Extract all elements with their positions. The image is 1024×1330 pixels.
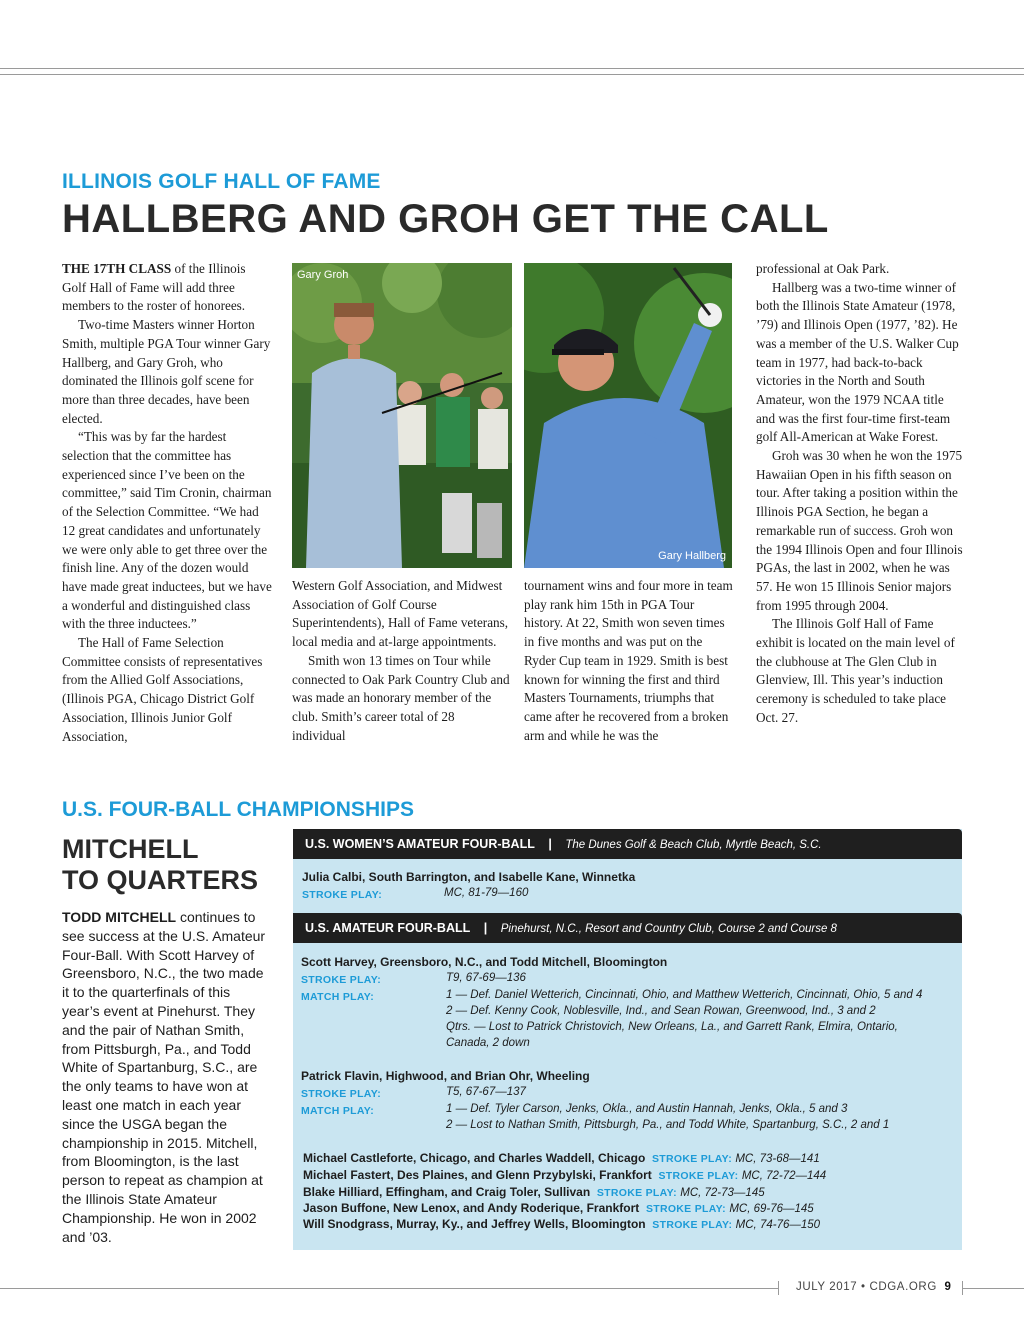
page-number: 9 [944, 1281, 952, 1293]
team-name: Patrick Flavin, Highwood, and Brian Ohr, Wheeling [301, 1069, 590, 1083]
team-name: Scott Harvey, Greensboro, N.C., and Todd Mitchell, Bloomington [301, 955, 668, 969]
article-headline: HALLBERG AND GROH GET THE CALL [62, 197, 829, 241]
result-value: T5, 67-67—137 [446, 1086, 526, 1098]
paragraph: “This was by far the hardest selection that the committee has experienced since I’ve been on the committee,” said Tim Cronin, chairman of the Selection Committee. “We had 12 great candidates and unfortunately we were only able to get three over the finish line. Any of the dozen would have made great inductees, but we have a wonderful and distinguished class with the three inductees.” [62, 429, 272, 632]
match-line: 1 — Def. Daniel Wetterich, Cincinnati, Ohio, and Matthew Wetterich, Cincinnati, Ohio, 5 and 4 [446, 989, 923, 1001]
sidebar-lead: TODD MITCHELL [62, 909, 177, 925]
top-rule-1 [0, 68, 1024, 69]
paragraph: professional at Oak Park. [756, 261, 890, 276]
paragraph: Groh was 30 when he won the 1975 Hawaiian Open in his fifth season on tour. After taking a position within the Illinois PGA Section, he began a remarkable run of success. Groh won the 1994 Illinois Open and four Illinois PGAs, the last in 2002, when he was 57. He won 15 Illinois Senior majors from 1995 through 2004. [756, 448, 963, 613]
result-label: MATCH PLAY: [301, 991, 375, 1003]
photo-caption-hallberg: Gary Hallberg [658, 550, 726, 562]
other-team-row: Michael Castleforte, Chicago, and Charles Waddell, Chicago STROKE PLAY: MC, 73-68—141 [303, 1151, 820, 1165]
separator: | [483, 921, 488, 935]
sidebar-headline [62, 834, 282, 896]
other-team-row: Michael Fastert, Des Plaines, and Glenn Przybylski, Frankfort STROKE PLAY: MC, 72-72—144 [303, 1168, 827, 1182]
footer-text: JULY 2017 • CDGA.ORG [796, 1281, 937, 1293]
match-line: 2 — Lost to Nathan Smith, Pittsburgh, Pa., and Todd White, Spartanburg, S.C., 2 and 1 [446, 1119, 890, 1131]
results-box [293, 829, 962, 1250]
section-kicker-fourball: U.S. FOUR-BALL CHAMPIONSHIPS [62, 798, 414, 821]
result-row: STROKE PLAY: [302, 889, 383, 901]
sidebar-body [62, 908, 268, 1246]
other-team-row: Blake Hilliard, Effingham, and Craig Toler, Sullivan STROKE PLAY: MC, 72-73—145 [303, 1185, 765, 1199]
other-team-row: Will Snodgrass, Murray, Ky., and Jeffrey Wells, Bloomington STROKE PLAY: MC, 74-76—150 [303, 1217, 821, 1231]
mens-results-header [293, 913, 962, 943]
paragraph: of the Illinois Golf Hall of Fame will add three members to the roster of honorees. [62, 261, 246, 314]
paragraph: The Hall of Fame Selection Committee consists of representatives from the Allied Golf Associations, (Illinois PGA, Chicago District Golf Association, Illinois Junior Golf Association, [62, 635, 263, 744]
paragraph: continues to see success at the U.S. Amateur Four-Ball. With Scott Harvey of Greensboro, N.C., the two made it to the quarterfinals of this year’s event at Pinehurst. They and the pair of Nathan Smith, from Pittsburgh, Pa., and Todd White of Spartanburg, S.C., are the only teams to have won at least one match in each year since the USGA began the championship in 2015. Mitchell, from Bloomington, is the last person to repeat as champion at the Illinois State Amateur Championship. He won in 2002 and ’03. [62, 909, 266, 1245]
paragraph: Western Golf Association, and Midwest Association of Golf Course Superintendents), Hall of Fame veterans, local media and at-large appointments. [292, 578, 509, 650]
top-rule-2 [0, 74, 1024, 75]
golfer-photo-illustration [524, 263, 732, 568]
event-title: U.S. AMATEUR FOUR-BALL [305, 921, 471, 935]
article-column-3 [524, 577, 736, 745]
paragraph: tournament wins and four more in team play rank him 15th in PGA Tour history. At 22, Smith won seven times in five months and was put on the Ryder Cup team in 1929. Smith is best known for winning the first and third Masters Tournaments, triumphs that came after he recovered from a broken arm and while he was the [524, 578, 733, 743]
article-column-4 [756, 260, 966, 728]
team-name: Julia Calbi, South Barrington, and Isabelle Kane, Winnetka [302, 870, 636, 884]
paragraph: The Illinois Golf Hall of Fame exhibit is located on the main level of the clubhouse at The Glen Club in Glenview, Ill. This year’s induction ceremony is scheduled to take place Oct. 27. [756, 616, 955, 725]
womens-results-header [293, 829, 962, 859]
section-kicker: ILLINOIS GOLF HALL OF FAME [62, 170, 381, 193]
separator: | [548, 837, 552, 851]
article-lead: THE 17TH CLASS [62, 261, 172, 276]
photo-gary-hallberg [524, 263, 732, 568]
result-label: STROKE PLAY: [301, 974, 382, 986]
other-team-row: Jason Buffone, New Lenox, and Andy Roderique, Frankfort STROKE PLAY: MC, 69-76—145 [303, 1201, 814, 1215]
article-column-2 [292, 577, 510, 745]
paragraph: Smith won 13 times on Tour while connected to Oak Park Country Club and was made an honorary member of the club. Smith’s career total of 28 individual [292, 652, 510, 743]
paragraph: Two-time Masters winner Horton Smith, multiple PGA Tour winner Gary Hallberg, and Gary Groh, who dominated the Illinois golf scene for more than three decades, have been elected. [62, 317, 271, 426]
match-line: 1 — Def. Tyler Carson, Jenks, Okla., and Austin Hannah, Jenks, Okla., 5 and 3 [446, 1103, 848, 1115]
result-label: MATCH PLAY: [301, 1105, 375, 1117]
headline-line: TO QUARTERS [62, 865, 259, 895]
match-line: 2 — Def. Kenny Cook, Noblesville, Ind., and Sean Rowan, Greenwood, Ind., 3 and 2 [446, 1005, 876, 1017]
page-footer [796, 1281, 951, 1293]
result-label: STROKE PLAY: [301, 1088, 382, 1100]
event-title: U.S. WOMEN’S AMATEUR FOUR-BALL [305, 837, 535, 851]
result-value: T9, 67-69—136 [446, 972, 526, 984]
photo-gary-groh [292, 263, 512, 568]
result-value: MC, 81-79—160 [444, 887, 529, 899]
footer-rule-right [962, 1288, 1024, 1289]
match-line: Canada, 2 down [446, 1037, 530, 1049]
event-venue: Pinehurst, N.C., Resort and Country Club, Course 2 and Course 8 [500, 923, 837, 935]
headline-line: MITCHELL [62, 834, 199, 864]
match-line: Qtrs. — Lost to Patrick Christovich, New Orleans, La., and Garrett Rank, Elmira, Ontario, [446, 1021, 898, 1033]
paragraph: Hallberg was a two-time winner of both the Illinois State Amateur (1978, ’79) and Illinois Open (1977, ’82). He was a member of the U.S. Walker Cup team in 1977, had back-to-back victories in the North and South Amateur, won the 1979 NCAA title and was the first four-time first-team golf All-American at Wake Forest. [756, 279, 959, 445]
article-column-1 [62, 260, 272, 746]
event-venue: The Dunes Golf & Beach Club, Myrtle Beach, S.C. [565, 839, 822, 851]
photo-caption-groh: Gary Groh [297, 269, 349, 281]
footer-rule-left [0, 1288, 778, 1289]
footer-tick [778, 1281, 779, 1295]
golfer-photo-illustration [292, 263, 512, 568]
